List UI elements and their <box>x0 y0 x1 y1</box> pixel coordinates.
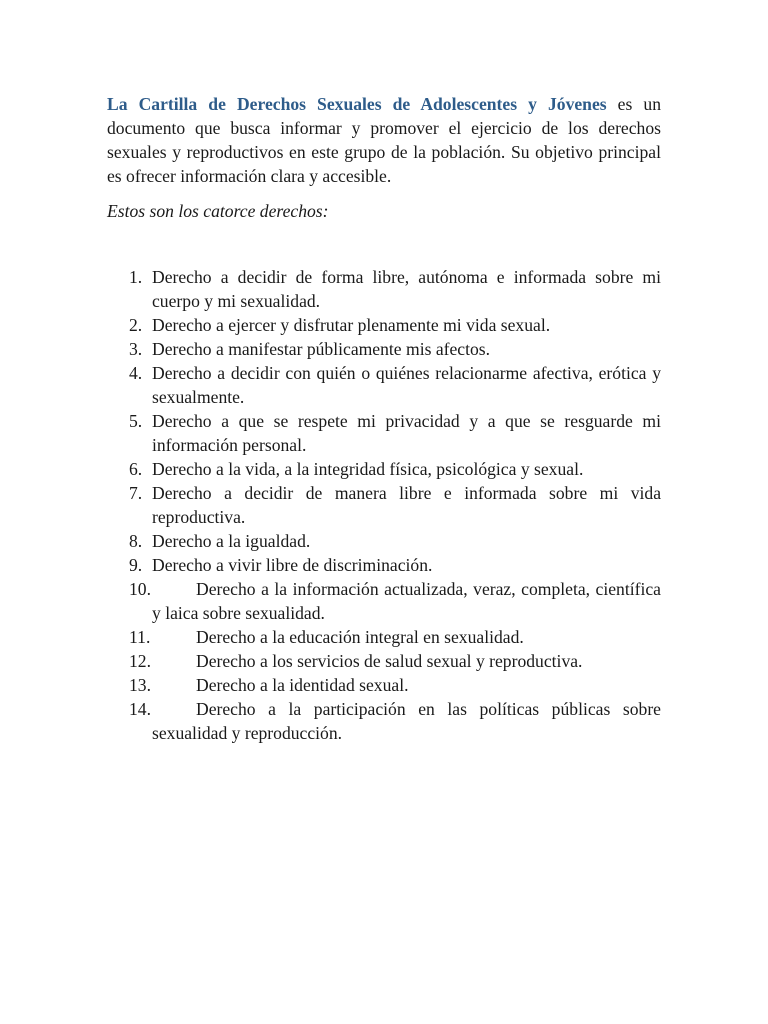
intro-paragraph <box>107 92 661 188</box>
list-item <box>107 481 661 529</box>
list-item <box>107 457 661 481</box>
list-text: Derecho a vivir libre de discriminación. <box>152 555 433 575</box>
list-text: Derecho a decidir de manera libre e informada sobre mi vida reproductiva. <box>152 483 661 527</box>
list-item <box>107 625 661 649</box>
list-number: 4. <box>129 363 143 383</box>
list-item <box>107 313 661 337</box>
list-text: Derecho a decidir de forma libre, autónoma e informada sobre mi cuerpo y mi sexualidad. <box>152 267 661 311</box>
list-text: Derecho a manifestar públicamente mis afectos. <box>152 339 491 359</box>
list-item <box>107 649 661 673</box>
list-number: 10. <box>129 579 151 599</box>
document-page <box>107 92 661 745</box>
list-number: 1. <box>129 267 143 287</box>
list-item <box>107 409 661 457</box>
list-item <box>107 529 661 553</box>
list-number: 6. <box>129 459 143 479</box>
list-number: 2. <box>129 315 143 335</box>
list-text: Derecho a la vida, a la integridad física, psicológica y sexual. <box>152 459 584 479</box>
list-number: 5. <box>129 411 143 431</box>
list-number: 14. <box>129 699 151 719</box>
list-item <box>107 697 661 745</box>
list-text: Derecho a ejercer y disfrutar plenamente mi vida sexual. <box>152 315 551 335</box>
list-number: 13. <box>129 675 151 695</box>
intro-body: es un documento que busca informar y promover el ejercicio de los derechos sexuales y reproductivos en este grupo de la población. Su objetivo principal es ofrecer información clara y accesible. <box>107 94 661 186</box>
rights-list <box>107 265 661 745</box>
list-text: Derecho a la participación en las políticas públicas sobre sexualidad y reproducción. <box>152 699 661 743</box>
list-text: Derecho a la identidad sexual. <box>196 675 409 695</box>
list-text: Derecho a que se respete mi privacidad y a que se resguarde mi información personal. <box>152 411 661 455</box>
list-item <box>107 577 661 625</box>
list-text: Derecho a la educación integral en sexualidad. <box>196 627 524 647</box>
lead-in-text: Estos son los catorce derechos: <box>107 201 329 221</box>
list-item <box>107 673 661 697</box>
list-number: 3. <box>129 339 143 359</box>
list-number: 9. <box>129 555 143 575</box>
list-text: Derecho a decidir con quién o quiénes relacionarme afectiva, erótica y sexualmente. <box>152 363 661 407</box>
list-item <box>107 265 661 313</box>
list-number: 12. <box>129 651 151 671</box>
list-number: 8. <box>129 531 143 551</box>
list-item <box>107 337 661 361</box>
list-item <box>107 361 661 409</box>
list-text: Derecho a la información actualizada, veraz, completa, científica y laica sobre sexualidad. <box>152 579 661 623</box>
list-number: 7. <box>129 483 143 503</box>
list-text: Derecho a los servicios de salud sexual y reproductiva. <box>196 651 583 671</box>
cartilla-title: La Cartilla de Derechos Sexuales de Adolescentes y Jóvenes <box>107 94 607 114</box>
list-item <box>107 553 661 577</box>
list-number: 11. <box>129 627 151 647</box>
list-text: Derecho a la igualdad. <box>152 531 311 551</box>
